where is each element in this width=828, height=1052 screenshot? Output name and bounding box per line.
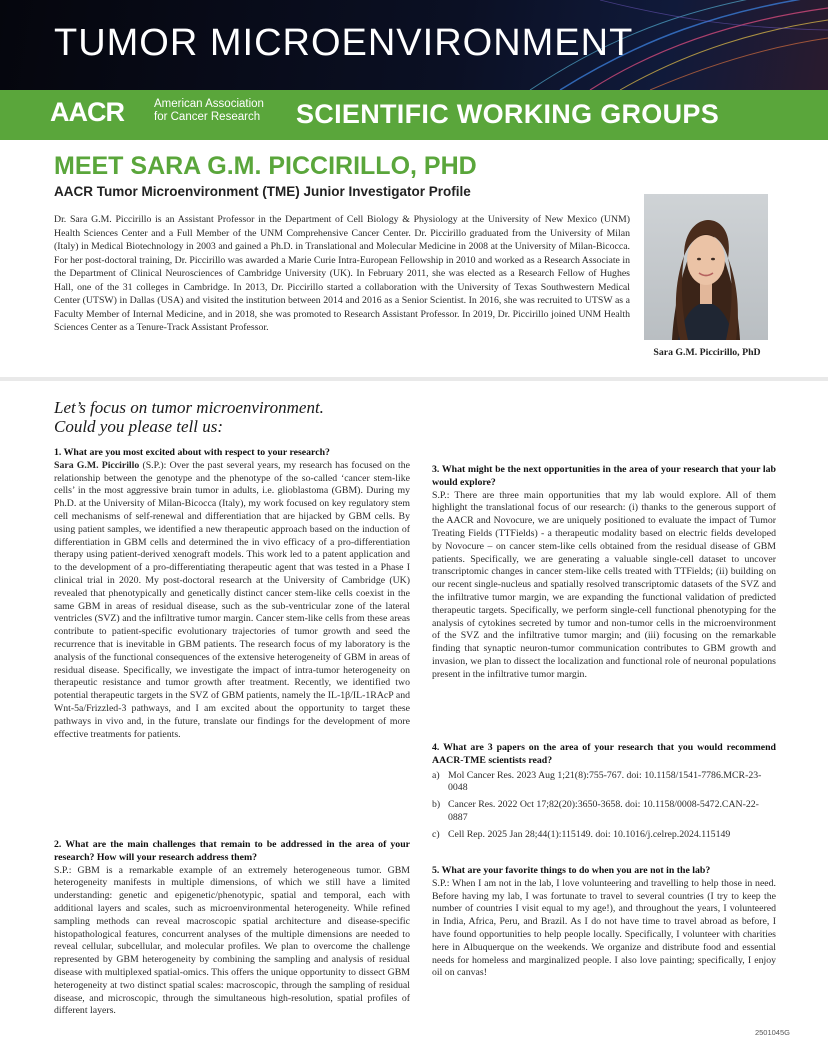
speaker-name: Sara G.M. Piccirillo <box>54 459 140 471</box>
answer-1-text: (S.P.): Over the past several years, my research has focused on the relationship between the genotype and the phenotype of the so-called ‘cancer stem-like cells’ in the most aggressive brain tumor in adults, i.e. glioblastoma (GBM). During my Ph.D. at the University of Milan-Bicocca (Italy), my work focused on key regulatory stem cell mechanisms of self-renewal and differentiation that are hijacked by GBM cells. By using patient samples, we identified a new therapeutic approach based on the induction of differentiation in GBM cells and determined the in vivo efficacy of a pro-differentiation therapy using patient-derived xenograft models. This work led to a patent application and to the development of a pro-differentiating therapeutic agent that was tested in a Phase I clinical trial in 2020. My post-doctoral research at the University of Cambridge (UK) revealed that phenotypically and genetically distinct cancer stem-like cells coexist in the same GBM in areas of residual disease, such as the sub-ventricular zone of the lateral ventricles (SVZ) and the infiltrative tumor margin. Cancer stem-like cells from these areas contribute to patient-specific evolutionary trajectories of tumor growth and seed the recurrence that is inevitable in GBM patients. The research focus of my laboratory is the analysis of the functional consequences of the extensive heterogeneity of GBM in areas of residual disease. Specifically, we investigate the impact of intra-tumor heterogeneity on therapeutic resistance and tumor growth after treatment. Recently, we identified two potential therapeutic targets in the SVZ of GBM patients, namely the IL-1β/IL-1RAcP and Wnt-5a/Frizzled-3 pathways, and I am excited about the opportunity to target these pathways in vivo and, in the future, translate our findings for the development of more effective treatments for patients. <box>54 459 411 740</box>
org-name-line1: American Association <box>154 98 264 110</box>
answer-3: S.P.: There are three main opportunities that my lab would explore. All of them highlight the translational focus of our research: (i) thanks to the generous support of the AACR and Novocure, we are uniquely positioned to evaluate the impact of Tumor Treating Fields (TTFields) - a therapeutic modality based on electric fields developed by Novocure – on cancer stem-like cells obtained from the residual disease of GBM patients. Specifically, we are generating a valuable single-cell dataset to uncover transcriptomic changes in cancer stem-like cells treated with TTFields; (ii) building on our recent single-nucleus and spatially resolved transcriptomic datasets of the SVZ and the infiltrative tumor margin, we are expanding the functional validation of predicted therapeutic targets. Specifically, we perform single-cell functional phenotyping for the analysis of cytokines secreted by tumor and non-tumor cells in the microenvironment of the SVZ and the infiltrative tumor margin; and (iii) focusing on the remarkable finding that synaptic neuron-tumor communication contributes to GBM growth and invasion, we plan to dissect the localization and functional role of neuronal populations present in the infiltrative tumor margin. <box>432 489 776 680</box>
reference-list <box>432 770 776 842</box>
banner-title: TUMOR MICROENVIRONMENT <box>54 22 634 64</box>
interview-intro <box>54 398 404 436</box>
org-name-line2: for Cancer Research <box>154 111 261 123</box>
photo-caption: Sara G.M. Piccirillo, PhD <box>653 347 761 358</box>
aacr-logo: AACR <box>50 97 124 127</box>
left-column-q1 <box>54 447 410 741</box>
portrait-photo <box>644 194 768 340</box>
reference-item: c) Cell Rep. 2025 Jan 28;44(1):115149. doi: 10.1016/j.celrep.2024.115149 <box>432 828 731 840</box>
intro-line2: Could you please tell us: <box>54 417 224 436</box>
right-column-q5 <box>432 865 776 980</box>
left-column-q2 <box>54 839 410 1018</box>
reference-item: a) Mol Cancer Res. 2023 Aug 1;21(8):755-767. doi: 10.1158/1541-7786.MCR-23-0048 <box>432 769 762 794</box>
answer-1 <box>54 460 410 742</box>
question-1: 1. What are you most excited about with respect to your research? <box>54 447 330 458</box>
portrait-illustration <box>644 194 768 340</box>
profile-bio: Dr. Sara G.M. Piccirillo is an Assistant Professor in the Department of Cell Biology & Physiology at the University of New Mexico (UNM) Health Sciences Center and a Full Member of the UNM Comprehensive Cancer Center. Dr. Piccirillo graduated from the University of Milan (Italy) in Medical Biotechnology in 2003 and gained a Ph.D. in Translational and Molecular Medicine in 2008 at the University of Milan-Bicocca. For her post-doctoral training, Dr. Piccirillo was awarded a Marie Curie Intra-European Fellowship in 2010 and worked as a Research Associate in the Department of Clinical Neurosciences of Cambridge University (UK). In February 2011, she was elected as a Research Fellow of Hughes Hall, one of the 31 colleges in Cambridge. In 2013, Dr. Piccirillo started a collaboration with the University of Texas Southwestern Medical Center (UTSW) in Dallas (USA) and visited the institution between 2014 and 2016 as a Senior Scientist. In 2016, she was recruited to UTSW as a Faculty Member of Internal Medicine, and in 2018, she was promoted to Research Assistant Professor. In 2019, Dr. Piccirillo joined UNM Health Sciences Center as a Tenure-Track Assistant Professor. <box>54 214 630 333</box>
question-5: 5. What are your favorite things to do when you are not in the lab? <box>432 865 711 876</box>
org-name <box>154 98 264 124</box>
section-divider <box>0 377 828 381</box>
question-3: 3. What might be the next opportunities in the area of your research that your lab would explore? <box>432 464 776 488</box>
group-title: SCIENTIFIC WORKING GROUPS <box>296 99 720 129</box>
profile-subtitle: AACR Tumor Microenvironment (TME) Junior Investigator Profile <box>54 184 471 199</box>
header-banner <box>0 0 828 90</box>
question-4: 4. What are 3 papers on the area of your research that you would recommend AACR-TME scientists read? <box>432 742 776 766</box>
right-column-q4 <box>432 742 776 846</box>
answer-2: S.P.: GBM is a remarkable example of an extremely heterogeneous tumor. GBM heterogeneity manifests in multiple dimensions, of which we still have a limited understanding: genetic and epigenetic/phenotypic, spatial and temporal, each with additional layers and scales, such as microenvironmental heterogeneity. While refined sampling methods can reveal macroscopic spatial architecture and disease-specific histopathological features, concurrent analyses of the multiple dimensions are needed to reveal cellular, subcellular, and molecular profiles. We plan to overcome the challenge represented by GBM heterogeneity by combining the sampling and analysis of residual disease with multiplexed spatial-omics. This offers the unique opportunity to dissect GBM heterogeneity at two distinct spatial scales: macroscopic, through the sampling of residual disease, and microscopic, through the simultaneous high-resolution, spatial profiles of different layers. <box>54 864 410 1017</box>
answer-5: S.P.: When I am not in the lab, I love volunteering and travelling to help those in need. Before having my lab, I was fortunate to travel to several countries (I try to keep the number of countries I visit equal to my age!), and throughout the years, I volunteered in India, Africa, Peru, and Brazil. As I do not have time to travel abroad as before, I have found opportunities to help people locally. Specifically, I volunteer with charities here in Albuquerque on the weekends. We organize and distribute food and essential needs for homeless and marginalized people. I also love painting; specifically, I enjoy oil on canvas! <box>432 877 776 979</box>
question-2: 2. What are the main challenges that remain to be addressed in the area of your research? How will your research address them? <box>54 839 410 863</box>
intro-line1: Let’s focus on tumor microenvironment. <box>54 398 324 417</box>
reference-item: b) Cancer Res. 2022 Oct 17;82(20):3650-3658. doi: 10.1158/0008-5472.CAN-22-0887 <box>432 799 759 823</box>
profile-title: MEET SARA G.M. PICCIRILLO, PHD <box>54 152 477 180</box>
right-column-q3 <box>432 464 776 682</box>
document-code: 2501045G <box>754 1028 790 1037</box>
